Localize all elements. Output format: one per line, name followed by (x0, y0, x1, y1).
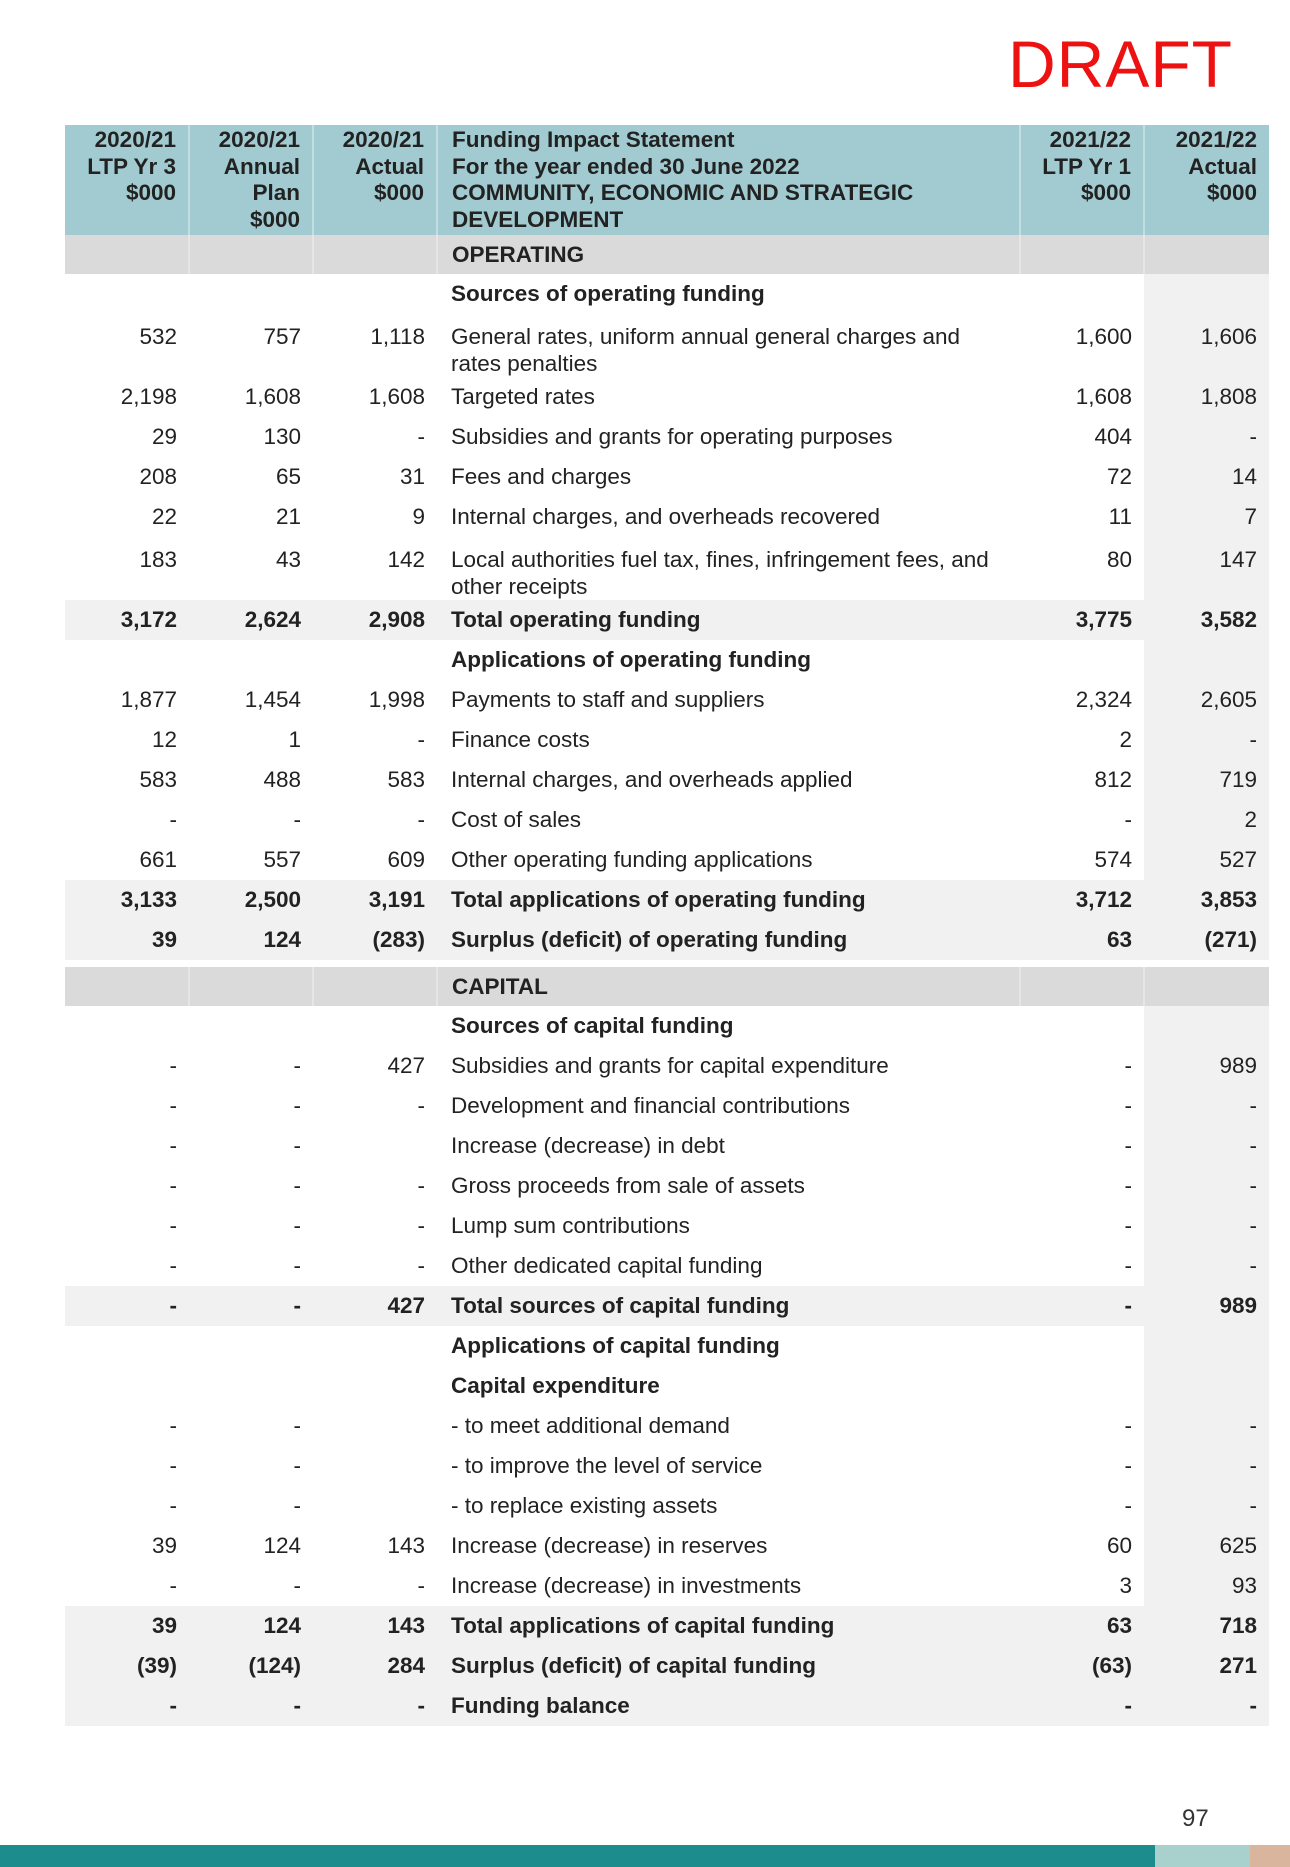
value-ltp-yr1: 1,600 (1075, 324, 1132, 350)
total-row (65, 600, 1269, 640)
row-label: - to replace existing assets (451, 1493, 718, 1519)
value-actual-2021: 718 (1144, 1606, 1269, 1646)
row-label: General rates, uniform annual general charges and rates penalties (451, 324, 961, 377)
value-actual-2021: 7 (1144, 497, 1269, 537)
value-ltp-yr1: - (1124, 807, 1132, 833)
value-actual-2020: 427 (387, 1053, 425, 1079)
value-actual-2021: 93 (1144, 1566, 1269, 1606)
row-label: Internal charges, and overheads applied (451, 767, 853, 793)
table-row (65, 1046, 1269, 1086)
value-annual-plan: - (293, 1493, 301, 1519)
value-ltp-yr1 (1020, 1366, 1144, 1406)
value-annual-plan: - (293, 1453, 301, 1479)
value-annual-plan: 43 (275, 547, 301, 573)
footer-accent (1155, 1845, 1250, 1867)
row-label: Increase (decrease) in debt (451, 1133, 725, 1159)
total-row (65, 880, 1269, 920)
value-ltp-yr1: 63 (1020, 1606, 1144, 1646)
value-actual-2020 (313, 1366, 437, 1406)
value-ltp-yr1 (1020, 274, 1144, 314)
value-annual-plan (189, 1326, 313, 1366)
row-label: Capital expenditure (451, 1373, 660, 1399)
value-ltp-yr3: - (169, 1173, 177, 1199)
subheading-row (65, 1366, 1269, 1406)
subheading-row (65, 640, 1269, 680)
table-row (65, 537, 1269, 600)
value-annual-plan: (124) (189, 1646, 313, 1686)
table-row (65, 680, 1269, 720)
row-label: Targeted rates (451, 384, 595, 410)
value-ltp-yr1: 72 (1106, 464, 1132, 490)
spacer-row (65, 960, 1269, 967)
value-ltp-yr3 (65, 1366, 189, 1406)
value-actual-2021: 719 (1144, 760, 1269, 800)
value-ltp-yr1: - (1124, 1133, 1132, 1159)
subheading-row (65, 274, 1269, 314)
value-ltp-yr1: 80 (1106, 547, 1132, 573)
value-actual-2020: - (417, 727, 425, 753)
table-row (65, 800, 1269, 840)
value-actual-2021 (1144, 1326, 1269, 1366)
value-annual-plan: - (293, 1133, 301, 1159)
row-label: Internal charges, and overheads recovered (451, 504, 881, 530)
value-ltp-yr3: 3,172 (65, 600, 189, 640)
row-label: - to improve the level of service (451, 1453, 763, 1479)
row-label: Sources of operating funding (451, 281, 765, 307)
value-actual-2021: 271 (1144, 1646, 1269, 1686)
row-label: Surplus (deficit) of capital funding (437, 1646, 1020, 1686)
row-label: Subsidies and grants for capital expenditure (451, 1053, 889, 1079)
value-annual-plan: 65 (275, 464, 301, 490)
row-label: Total operating funding (437, 600, 1020, 640)
value-ltp-yr1 (1020, 1326, 1144, 1366)
value-actual-2020 (313, 1446, 437, 1486)
value-ltp-yr3: - (169, 1493, 177, 1519)
value-actual-2021: - (1144, 1486, 1269, 1526)
value-ltp-yr1: - (1124, 1253, 1132, 1279)
value-actual-2021 (1144, 1006, 1269, 1046)
value-ltp-yr3: (39) (65, 1646, 189, 1686)
row-label: Total sources of capital funding (437, 1286, 1020, 1326)
value-ltp-yr3: 532 (139, 324, 177, 350)
value-actual-2021: 527 (1144, 840, 1269, 880)
total-row (65, 1606, 1269, 1646)
value-actual-2020: 2,908 (313, 600, 437, 640)
value-actual-2020 (313, 274, 437, 314)
col-header-ltp-yr1: 2021/22 LTP Yr 1 $000 (1020, 125, 1144, 235)
value-actual-2021 (1144, 640, 1269, 680)
value-ltp-yr3: 661 (139, 847, 177, 873)
row-label: Applications of capital funding (451, 1333, 780, 1359)
row-label: Gross proceeds from sale of assets (451, 1173, 805, 1199)
value-ltp-yr1: 3,775 (1020, 600, 1144, 640)
value-ltp-yr3: 583 (139, 767, 177, 793)
value-actual-2021: - (1144, 720, 1269, 760)
value-ltp-yr3: 39 (151, 1533, 177, 1559)
table-row (65, 1086, 1269, 1126)
value-ltp-yr3: 39 (65, 1606, 189, 1646)
value-actual-2020 (313, 640, 437, 680)
value-ltp-yr1: 812 (1094, 767, 1132, 793)
value-ltp-yr1: - (1020, 1286, 1144, 1326)
value-actual-2021: 989 (1144, 1046, 1269, 1086)
value-actual-2020: 31 (399, 464, 425, 490)
row-label: Development and financial contributions (451, 1093, 850, 1119)
value-actual-2021: - (1144, 1446, 1269, 1486)
value-annual-plan (189, 640, 313, 680)
value-annual-plan: - (293, 1413, 301, 1439)
value-actual-2021: 147 (1144, 537, 1269, 600)
value-actual-2020: - (417, 807, 425, 833)
row-label: Other dedicated capital funding (451, 1253, 763, 1279)
value-actual-2021: - (1144, 1206, 1269, 1246)
value-ltp-yr3: 39 (65, 920, 189, 960)
section-row-operating (65, 235, 1269, 274)
value-ltp-yr1: 2,324 (1075, 687, 1132, 713)
value-ltp-yr3: 208 (139, 464, 177, 490)
value-actual-2020 (313, 1126, 437, 1166)
value-actual-2020 (313, 1486, 437, 1526)
value-actual-2021: 989 (1144, 1286, 1269, 1326)
value-ltp-yr1: 404 (1094, 424, 1132, 450)
value-actual-2021: 2,605 (1144, 680, 1269, 720)
value-actual-2021: 625 (1144, 1526, 1269, 1566)
value-annual-plan: 124 (189, 1606, 313, 1646)
value-actual-2020 (313, 1326, 437, 1366)
row-label: Total applications of capital funding (437, 1606, 1020, 1646)
value-ltp-yr3: - (169, 1213, 177, 1239)
table-row (65, 720, 1269, 760)
value-ltp-yr3: 183 (139, 547, 177, 573)
value-actual-2021: 14 (1144, 457, 1269, 497)
value-actual-2020: - (417, 424, 425, 450)
row-label: Cost of sales (451, 807, 582, 833)
value-actual-2021: - (1144, 1166, 1269, 1206)
value-actual-2020: 284 (313, 1646, 437, 1686)
value-annual-plan: 2,624 (189, 600, 313, 640)
table-row (65, 1526, 1269, 1566)
value-annual-plan: 124 (263, 1533, 301, 1559)
value-annual-plan: - (293, 1173, 301, 1199)
table-row (65, 314, 1269, 377)
row-label: Increase (decrease) in investments (451, 1573, 802, 1599)
value-annual-plan: 1,454 (244, 687, 301, 713)
value-ltp-yr1: 60 (1106, 1533, 1132, 1559)
value-ltp-yr3: - (169, 807, 177, 833)
value-annual-plan: - (293, 1573, 301, 1599)
value-actual-2020: 1,998 (368, 687, 425, 713)
section-label: OPERATING (437, 235, 1020, 274)
row-label: Fees and charges (451, 464, 632, 490)
row-label: Local authorities fuel tax, fines, infringement fees, and other receipts (451, 547, 989, 600)
section-label: CAPITAL (437, 967, 1020, 1006)
value-annual-plan: 488 (263, 767, 301, 793)
col-header-actual-2021: 2021/22 Actual $000 (1144, 125, 1269, 235)
value-ltp-yr3: 2,198 (120, 384, 177, 410)
value-actual-2021: - (1144, 1246, 1269, 1286)
value-ltp-yr1: - (1124, 1213, 1132, 1239)
value-ltp-yr3 (65, 640, 189, 680)
value-actual-2021: 3,853 (1144, 880, 1269, 920)
value-actual-2020: - (313, 1686, 437, 1726)
value-annual-plan: 1 (288, 727, 301, 753)
value-actual-2021: - (1144, 1086, 1269, 1126)
section-row-capital (65, 967, 1269, 1006)
value-ltp-yr3: - (169, 1573, 177, 1599)
value-actual-2021: - (1144, 417, 1269, 457)
row-label: Surplus (deficit) of operating funding (437, 920, 1020, 960)
value-actual-2020: 3,191 (313, 880, 437, 920)
value-ltp-yr1: - (1124, 1413, 1132, 1439)
row-label: Subsidies and grants for operating purposes (451, 424, 893, 450)
table-row (65, 1406, 1269, 1446)
value-actual-2020: 142 (387, 547, 425, 573)
value-actual-2021: 3,582 (1144, 600, 1269, 640)
value-actual-2021 (1144, 1366, 1269, 1406)
value-actual-2020: 609 (387, 847, 425, 873)
value-ltp-yr3: - (169, 1133, 177, 1159)
value-actual-2020 (313, 1006, 437, 1046)
value-ltp-yr3: - (169, 1093, 177, 1119)
value-ltp-yr1: - (1124, 1453, 1132, 1479)
table-row (65, 377, 1269, 417)
draft-watermark: DRAFT (1008, 27, 1233, 101)
value-ltp-yr1: 63 (1020, 920, 1144, 960)
value-ltp-yr1: (63) (1020, 1646, 1144, 1686)
value-ltp-yr1: 11 (1108, 504, 1132, 530)
value-actual-2020 (313, 1406, 437, 1446)
value-ltp-yr3 (65, 1326, 189, 1366)
footer-bar (0, 1845, 1155, 1867)
table-row (65, 457, 1269, 497)
table-row (65, 1246, 1269, 1286)
page-number: 97 (1182, 1805, 1209, 1832)
total-row (65, 920, 1269, 960)
table-row (65, 417, 1269, 457)
value-actual-2021: 1,808 (1144, 377, 1269, 417)
table-row (65, 1166, 1269, 1206)
row-label: Sources of capital funding (451, 1013, 734, 1039)
value-annual-plan: 557 (263, 847, 301, 873)
footer-accent (1250, 1845, 1290, 1867)
value-annual-plan: - (293, 1213, 301, 1239)
value-actual-2020: 1,118 (370, 324, 425, 350)
table-title: Funding Impact Statement For the year ended 30 June 2022 COMMUNITY, ECONOMIC AND STRATEGIC DEVELOPMENT (437, 125, 1020, 235)
total-row (65, 1286, 1269, 1326)
value-ltp-yr1: 3,712 (1020, 880, 1144, 920)
value-ltp-yr1: 574 (1094, 847, 1132, 873)
value-ltp-yr1 (1020, 640, 1144, 680)
value-annual-plan: 2,500 (189, 880, 313, 920)
value-annual-plan (189, 1006, 313, 1046)
row-label: Lump sum contributions (451, 1213, 690, 1239)
row-label: - to meet additional demand (451, 1413, 730, 1439)
value-annual-plan: 1,608 (244, 384, 301, 410)
value-annual-plan: - (189, 1286, 313, 1326)
value-ltp-yr3: 29 (151, 424, 177, 450)
row-label: Other operating funding applications (451, 847, 813, 873)
value-annual-plan: 757 (263, 324, 301, 350)
value-actual-2020: (283) (313, 920, 437, 960)
row-label: Total applications of operating funding (437, 880, 1020, 920)
value-actual-2020: 427 (313, 1286, 437, 1326)
table-header-row (65, 125, 1269, 235)
value-annual-plan: - (293, 1053, 301, 1079)
value-actual-2021: 1,606 (1144, 314, 1269, 377)
table-row (65, 840, 1269, 880)
table-row (65, 497, 1269, 537)
col-header-ltp-yr3: 2020/21 LTP Yr 3 $000 (65, 125, 189, 235)
value-actual-2020: 143 (313, 1606, 437, 1646)
value-actual-2020: 9 (412, 504, 425, 530)
table-row (65, 1566, 1269, 1606)
value-actual-2021 (1144, 274, 1269, 314)
value-actual-2021: (271) (1144, 920, 1269, 960)
value-actual-2020: 143 (387, 1533, 425, 1559)
value-actual-2021: - (1144, 1126, 1269, 1166)
value-ltp-yr1: 2 (1119, 727, 1132, 753)
value-ltp-yr1: - (1124, 1173, 1132, 1199)
value-ltp-yr3: - (169, 1053, 177, 1079)
row-label: Finance costs (451, 727, 590, 753)
value-ltp-yr1: 3 (1119, 1573, 1132, 1599)
value-actual-2020: 583 (387, 767, 425, 793)
value-ltp-yr3: 22 (151, 504, 177, 530)
row-label: Payments to staff and suppliers (451, 687, 765, 713)
funding-impact-table (65, 125, 1269, 1726)
total-row (65, 1646, 1269, 1686)
value-ltp-yr3: 12 (151, 727, 177, 753)
value-ltp-yr3: - (169, 1253, 177, 1279)
value-actual-2020: - (417, 1093, 425, 1119)
value-actual-2020: - (417, 1173, 425, 1199)
value-ltp-yr3: - (169, 1413, 177, 1439)
value-annual-plan: 124 (189, 920, 313, 960)
subheading-row (65, 1326, 1269, 1366)
table-row (65, 1206, 1269, 1246)
value-ltp-yr1: - (1124, 1093, 1132, 1119)
value-annual-plan (189, 274, 313, 314)
table-row (65, 1126, 1269, 1166)
row-label: Applications of operating funding (451, 647, 811, 673)
table-row (65, 760, 1269, 800)
value-ltp-yr3 (65, 274, 189, 314)
row-label: Funding balance (437, 1686, 1020, 1726)
total-row (65, 1686, 1269, 1726)
value-annual-plan (189, 1366, 313, 1406)
value-ltp-yr1: - (1124, 1053, 1132, 1079)
value-actual-2020: - (417, 1253, 425, 1279)
value-ltp-yr3: - (65, 1686, 189, 1726)
value-actual-2020: - (417, 1573, 425, 1599)
value-annual-plan: - (293, 807, 301, 833)
value-ltp-yr3 (65, 1006, 189, 1046)
row-label: Increase (decrease) in reserves (451, 1533, 768, 1559)
value-ltp-yr3: 3,133 (65, 880, 189, 920)
value-actual-2020: - (417, 1213, 425, 1239)
subheading-row (65, 1006, 1269, 1046)
value-actual-2021: - (1144, 1406, 1269, 1446)
value-ltp-yr1: 1,608 (1075, 384, 1132, 410)
value-annual-plan: - (293, 1093, 301, 1119)
table-row (65, 1486, 1269, 1526)
value-ltp-yr3: - (65, 1286, 189, 1326)
value-annual-plan: 130 (263, 424, 301, 450)
value-actual-2020: 1,608 (368, 384, 425, 410)
value-actual-2021: 2 (1144, 800, 1269, 840)
value-annual-plan: - (293, 1253, 301, 1279)
table-row (65, 1446, 1269, 1486)
value-ltp-yr3: - (169, 1453, 177, 1479)
value-actual-2021: - (1144, 1686, 1269, 1726)
value-ltp-yr1 (1020, 1006, 1144, 1046)
value-ltp-yr3: 1,877 (120, 687, 177, 713)
value-ltp-yr1: - (1124, 1493, 1132, 1519)
col-header-actual-2020: 2020/21 Actual $000 (313, 125, 437, 235)
col-header-annual-plan: 2020/21 Annual Plan $000 (189, 125, 313, 235)
value-ltp-yr1: - (1020, 1686, 1144, 1726)
value-annual-plan: - (189, 1686, 313, 1726)
value-annual-plan: 21 (275, 504, 301, 530)
